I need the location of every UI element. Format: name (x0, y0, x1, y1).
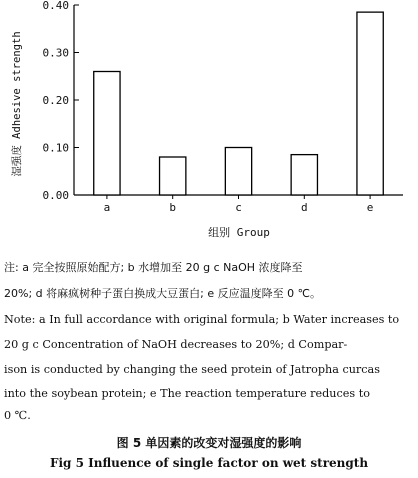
x-tick-label: e (366, 201, 374, 214)
x-tick-label: b (169, 201, 177, 214)
bar-a (94, 72, 120, 196)
bar-d (291, 155, 317, 195)
note-en-line-3: ison is conducted by changing the seed protein of Jatropha curcas (4, 363, 380, 376)
note-en-line-2: 20 g c Concentration of NaOH decreases to 20%; d Compar- (4, 338, 348, 351)
note-cn-line-2: 20%; d 将麻疯树种子蛋白换成大豆蛋白; e 反应温度降至 0 ℃。 (4, 287, 321, 300)
x-axis-label: 组别 Group (208, 226, 270, 239)
x-axis-ticks (104, 195, 374, 214)
y-tick-label: 0.10 (42, 141, 69, 155)
x-tick-label: c (235, 201, 242, 214)
y-tick-label: 0.20 (42, 94, 69, 107)
x-tick-label: d (300, 201, 308, 214)
y-axis-label: 湿强度 Adhesive strength (11, 31, 23, 177)
x-tick-label: a (103, 201, 111, 214)
bar-e (357, 12, 383, 195)
note-cn-line-1: 注: a 完全按照原始配方; b 水增加至 20 g c NaOH 浓度降至 (4, 261, 303, 274)
figure-caption-en: Fig 5 Influence of single factor on wet strength (49, 456, 369, 470)
y-tick-label: 0.30 (42, 46, 69, 60)
bars (94, 12, 384, 195)
note-en-line-1: Note: a In full accordance with original formula; b Water increases to (4, 313, 400, 326)
note-en-line-4: into the soybean protein; e The reaction temperature reduces to (4, 387, 370, 400)
y-tick-label: 0.40 (42, 0, 69, 12)
bar-c (225, 148, 251, 196)
y-tick-label: 0.00 (42, 189, 69, 202)
bar-b (160, 157, 186, 195)
figure-caption-cn: 图 5 单因素的改变对湿强度的影响 (116, 436, 302, 450)
note-en-line-5: 0 ℃. (4, 409, 31, 422)
